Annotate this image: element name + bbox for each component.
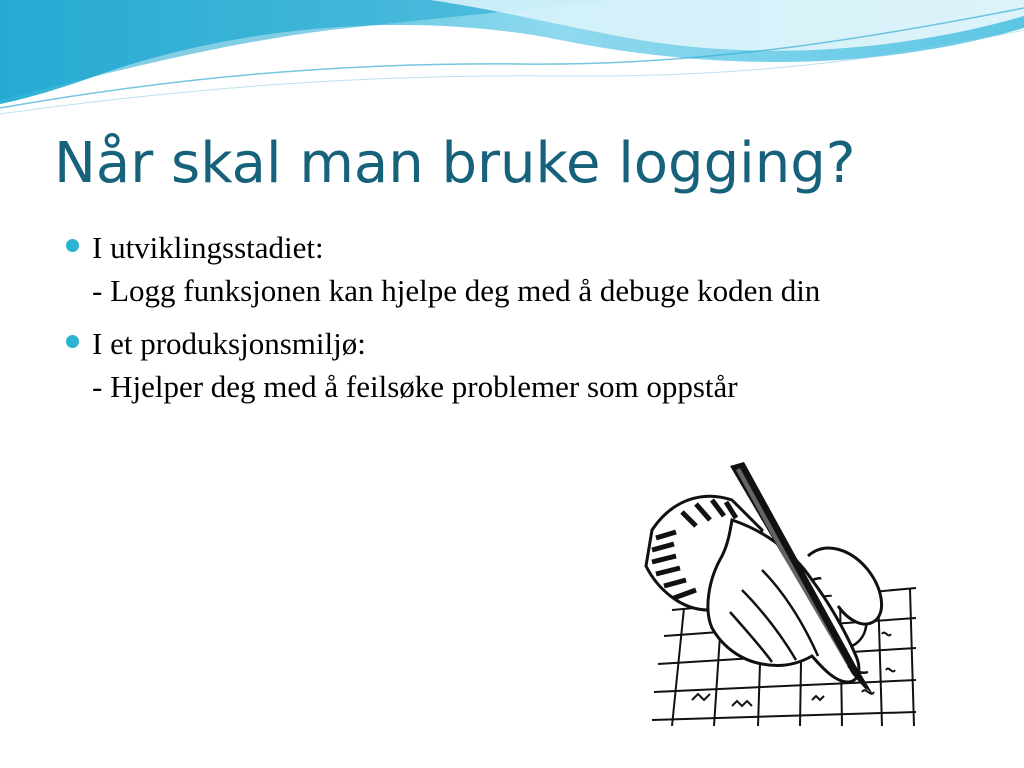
hand-writing-icon	[612, 460, 916, 726]
bullet-item-development	[62, 226, 982, 312]
header-wave-decoration	[0, 0, 1024, 130]
bullet-dot-icon	[66, 335, 79, 348]
bullet-list	[62, 226, 982, 418]
bullet-heading: I utviklingsstadiet:	[92, 230, 324, 265]
bullet-detail: - Logg funksjonen kan hjelpe deg med å debuge koden din	[92, 273, 821, 308]
bullet-dot-icon	[66, 239, 79, 252]
bullet-item-production	[62, 322, 982, 408]
bullet-detail: - Hjelper deg med å feilsøke problemer som oppstår	[92, 369, 738, 404]
bullet-heading: I et produksjonsmiljø:	[92, 326, 366, 361]
slide-title: Når skal man bruke logging?	[54, 131, 856, 196]
